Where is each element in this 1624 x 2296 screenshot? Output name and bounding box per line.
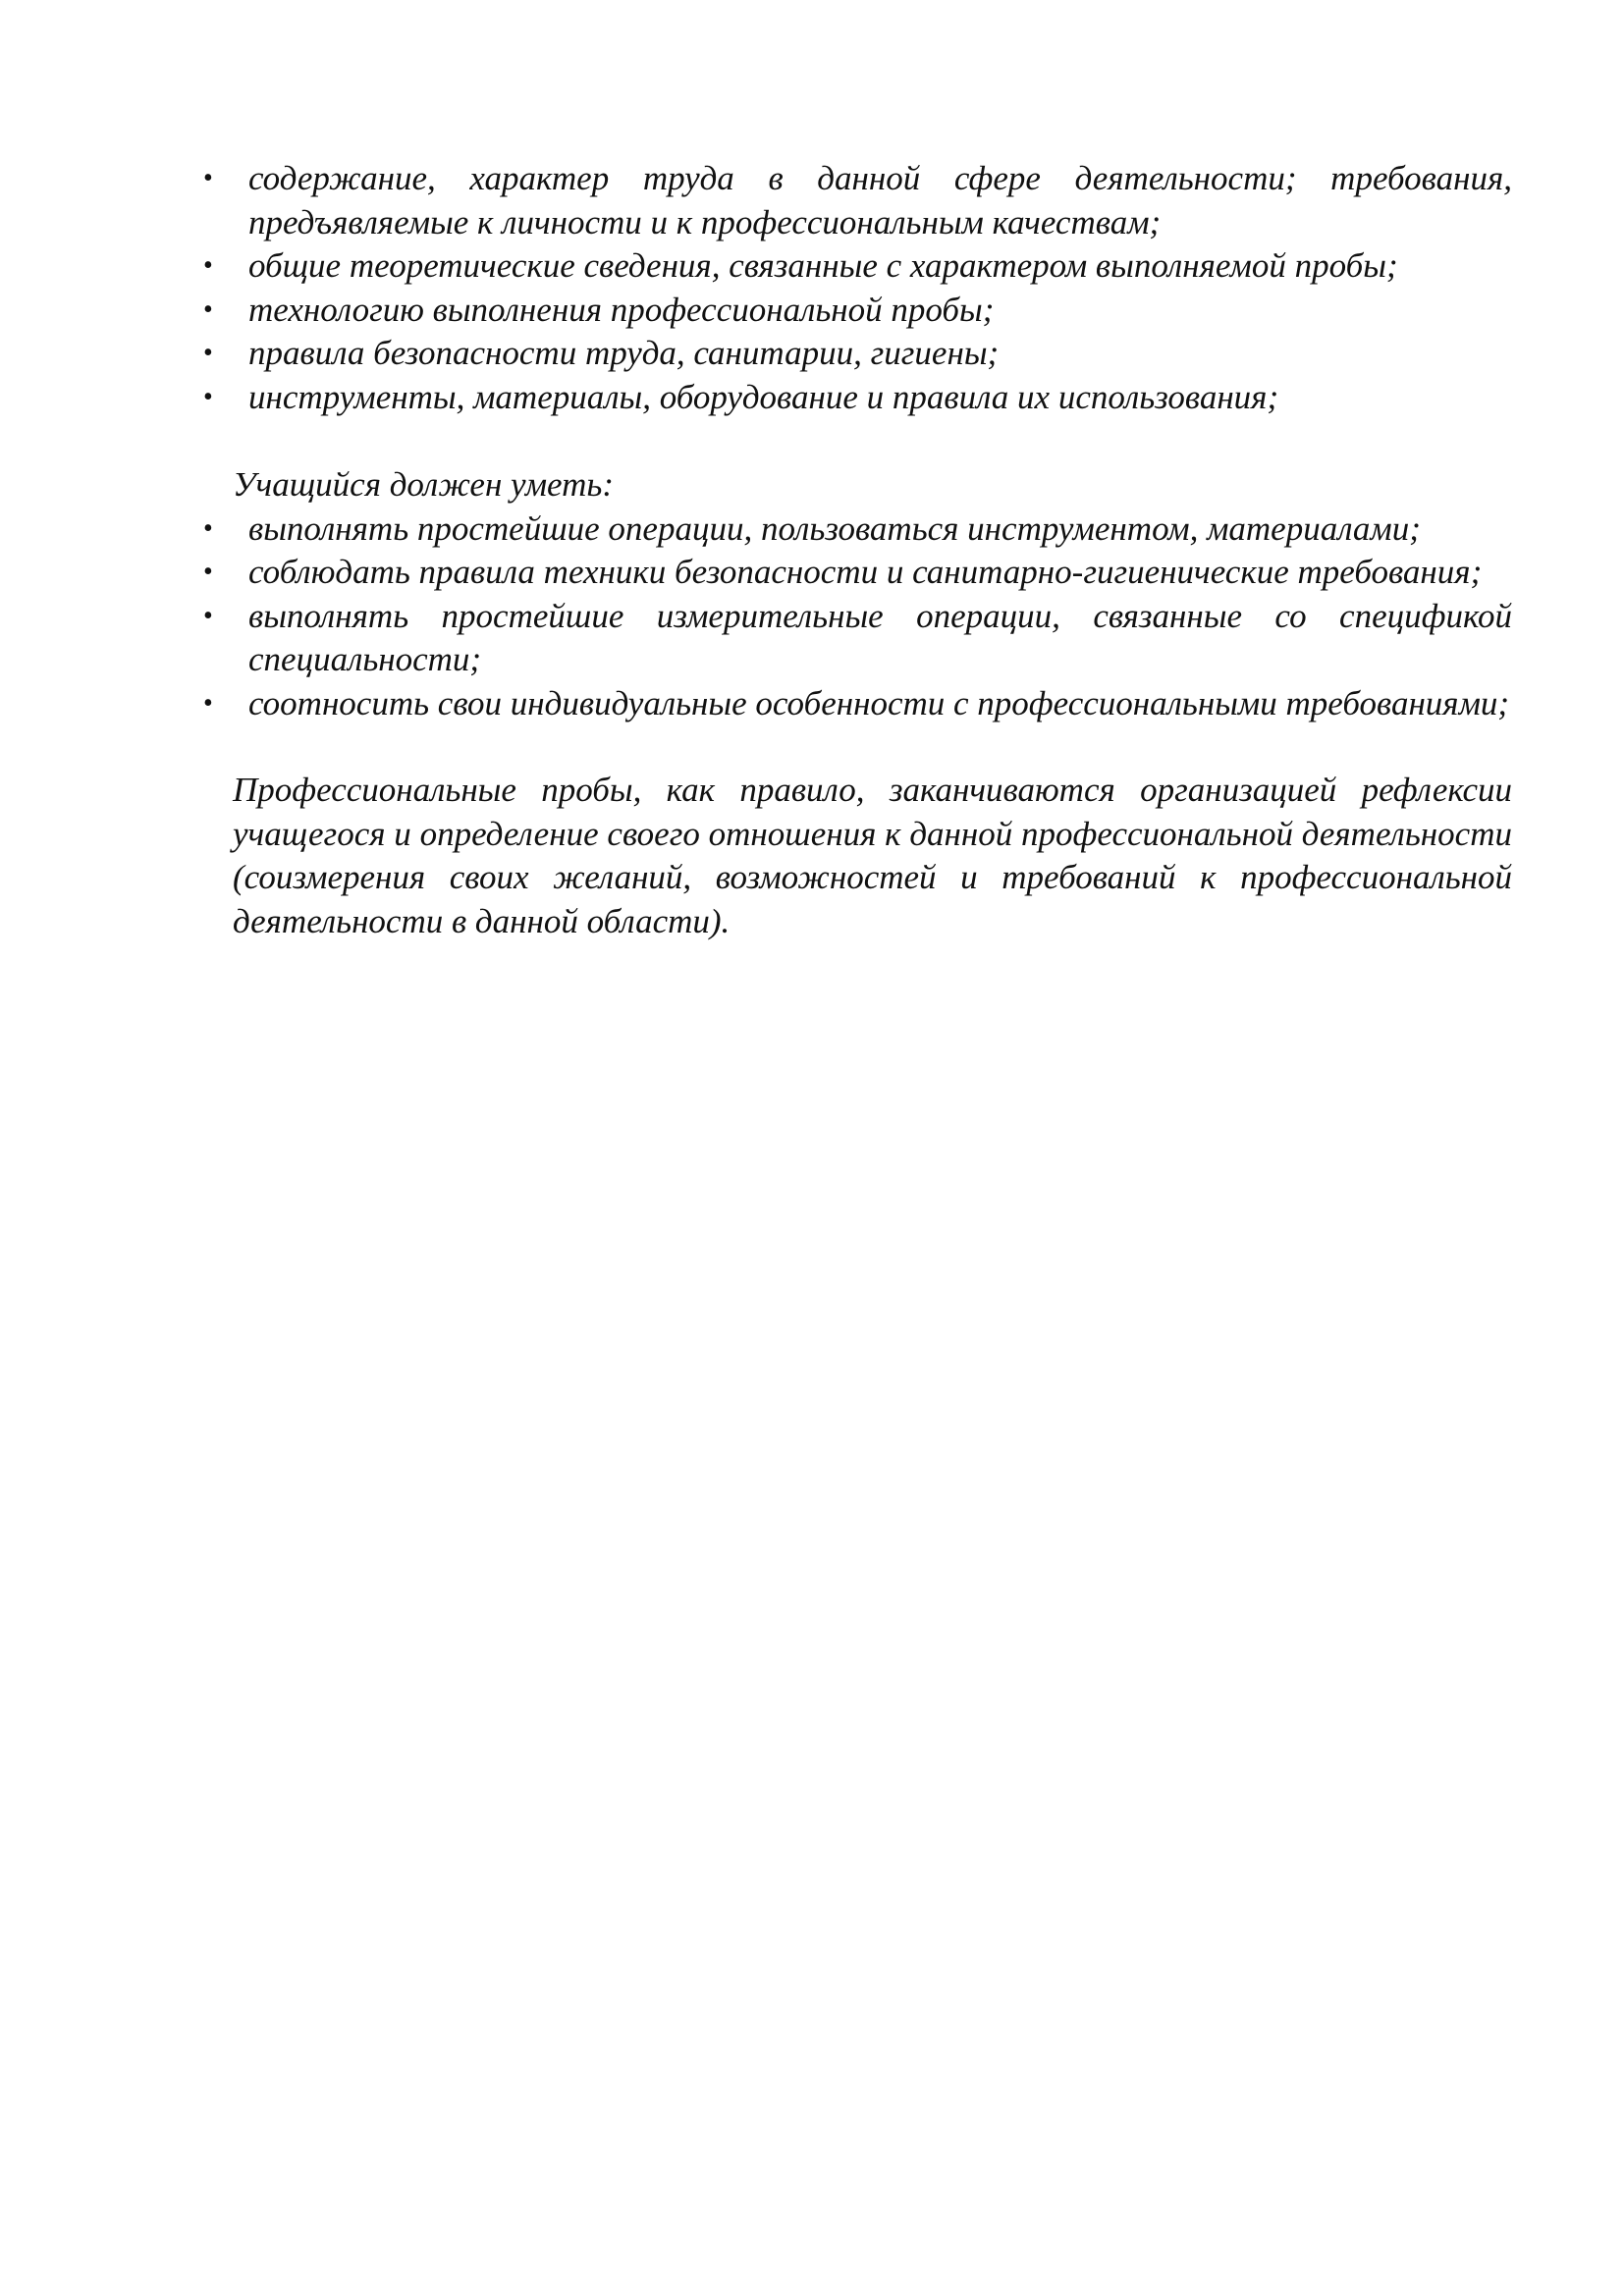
list-item	[191, 507, 1512, 552]
document-body	[191, 157, 1512, 943]
bullet-icon: •	[203, 600, 213, 631]
list-item	[191, 244, 1512, 289]
list-item-text: технологию выполнения профессиональной пробы;	[248, 290, 995, 329]
list-item	[191, 595, 1512, 682]
bullet-icon: •	[203, 381, 213, 412]
list-item-text: правила безопасности труда, санитарии, гигиены;	[248, 334, 1000, 372]
bullet-icon: •	[203, 687, 213, 719]
bullet-icon: •	[203, 163, 213, 193]
list-item	[191, 157, 1512, 244]
list-item-text: общие теоретические сведения, связанные с характером выполняемой пробы;	[248, 246, 1398, 285]
list-item-text: соотносить свои индивидуальные особенности с профессиональными требованиями;	[248, 683, 1510, 722]
skills-heading: Учащийся должен уметь:	[233, 465, 614, 504]
bullet-icon: •	[203, 557, 213, 587]
list-item	[191, 682, 1512, 726]
list-item-text: выполнять простейшие измерительные операции, связанные со спецификой специальности;	[248, 596, 1512, 678]
skills-list	[191, 507, 1512, 726]
bullet-icon: •	[203, 250, 213, 281]
bullet-icon: •	[203, 512, 213, 544]
list-item	[191, 551, 1512, 595]
bullet-icon: •	[203, 338, 213, 368]
list-item	[191, 376, 1512, 420]
list-item	[191, 289, 1512, 333]
knowledge-list	[191, 157, 1512, 419]
bullet-icon: •	[203, 294, 213, 325]
list-item-text: соблюдать правила техники безопасности и санитарно-гигиенические требования;	[248, 553, 1483, 591]
list-item	[191, 332, 1512, 376]
list-item-text: инструменты, материалы, оборудование и правила их использования;	[248, 377, 1279, 416]
list-item-text: выполнять простейшие операции, пользоваться инструментом, материалами;	[248, 508, 1421, 548]
closing-paragraph: Профессиональные пробы, как правило, заканчиваются организацией рефлексии учащегося и определение своего отношения к данной профессиональной деятельности (соизмерения своих желаний, возможностей и требований к профессиональной деятельности в данной области).	[233, 771, 1512, 940]
list-item-text: содержание, характер труда в данной сфере деятельности; требования, предъявляемые к личности и к профессиональным качествам;	[248, 159, 1512, 241]
